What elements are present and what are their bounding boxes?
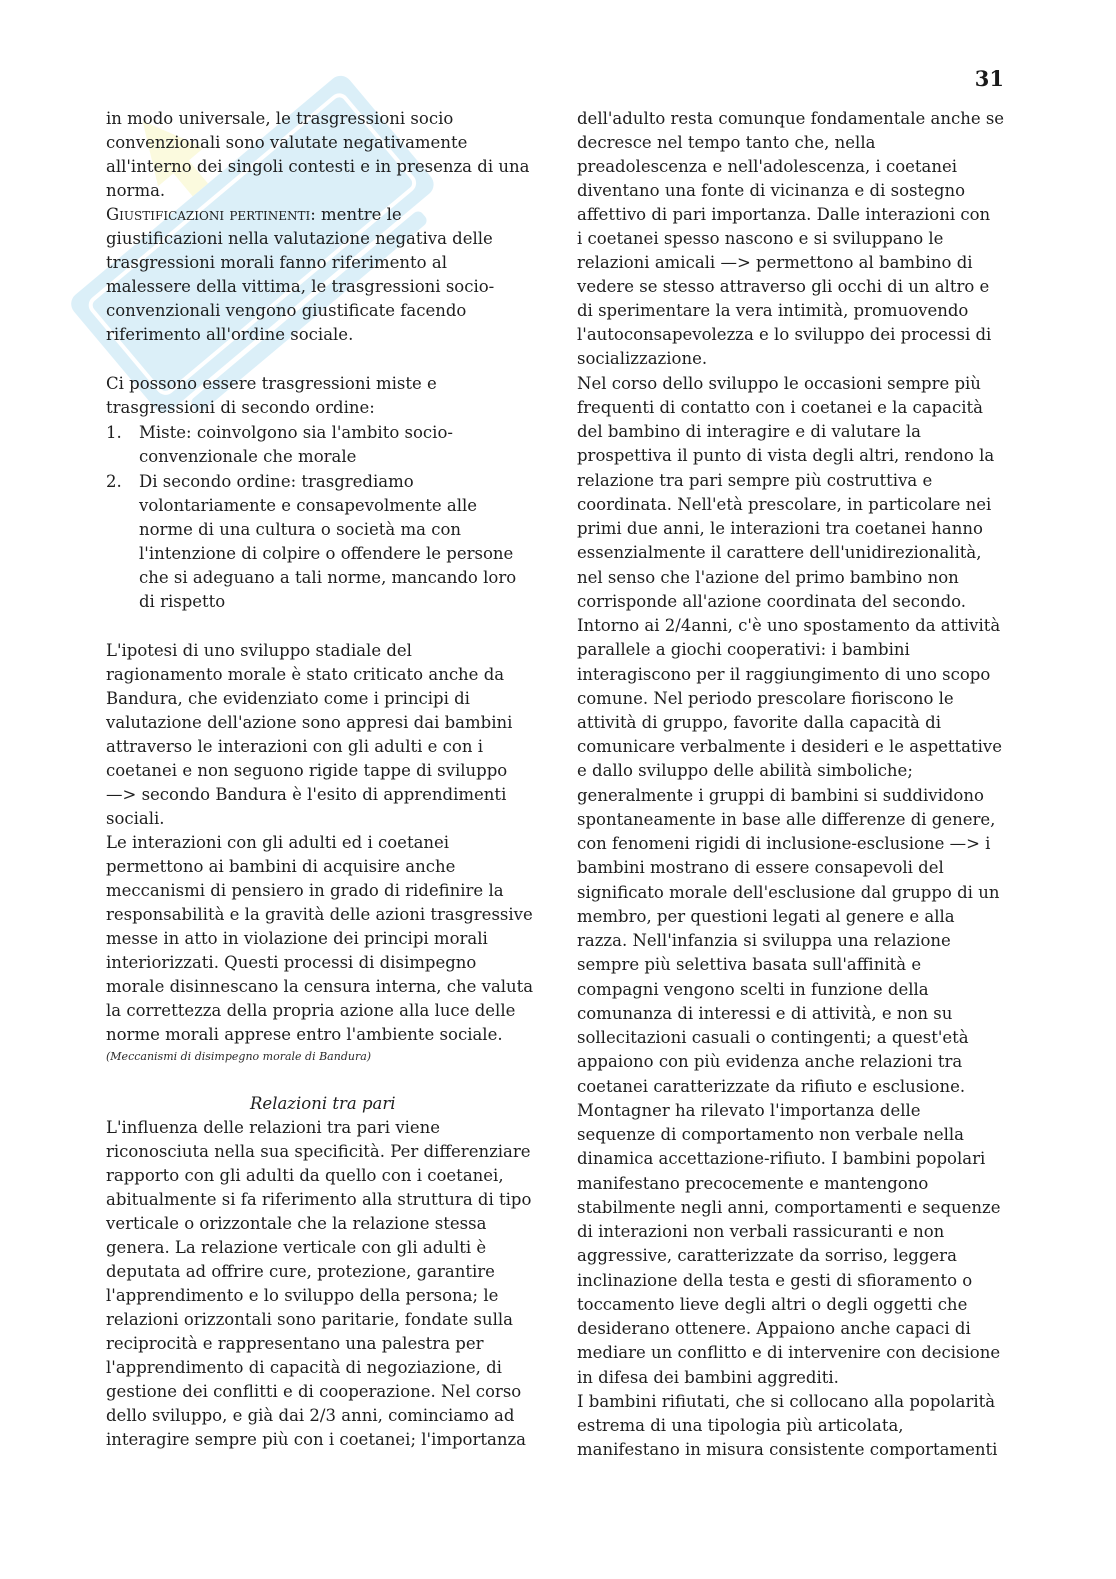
text-line: vedere se stesso attraverso gli occhi di un altro e: [577, 277, 990, 296]
text-line: nel senso che l'azione del primo bambino non: [577, 568, 959, 587]
text-line: l'apprendimento e lo sviluppo della persona; le: [106, 1286, 499, 1305]
text-line: Le interazioni con gli adulti ed i coetanei: [106, 833, 450, 852]
text-line: di interazioni non verbali rassicuranti e non: [577, 1222, 945, 1241]
text-line: l'autoconsapevolezza e lo sviluppo dei processi di: [577, 325, 992, 344]
text-line: sequenze di comportamento non verbale nella: [577, 1125, 964, 1144]
list-item-line: Miste: coinvolgono sia l'ambito socio-: [139, 423, 453, 442]
text-line: interagire sempre più con i coetanei; l'importanza: [106, 1430, 527, 1449]
text-line: bambini mostrano di essere consapevoli del: [577, 858, 944, 877]
text-line: attraverso le interazioni con gli adulti e con i: [106, 737, 484, 756]
text-line: relazione tra pari sempre più costruttiva e: [577, 471, 933, 490]
text-line: reciprocità e rappresentano una palestra per: [106, 1334, 484, 1353]
text-line: con fenomeni rigidi di inclusione-esclusione —> i: [577, 834, 991, 853]
list-number: 2.: [106, 472, 122, 491]
list-item-line: Di secondo ordine: trasgrediamo: [139, 472, 414, 491]
text-line: L'ipotesi di uno sviluppo stadiale del: [106, 641, 412, 660]
text-line: norma.: [106, 181, 166, 200]
text-line: decresce nel tempo tanto che, nella: [577, 133, 876, 152]
giustificazioni-line: [106, 203, 402, 227]
text-line: giustificazioni nella valutazione negativa delle: [106, 229, 493, 248]
text-line: responsabilità e la gravità delle azioni trasgressive: [106, 905, 533, 924]
text-line: manifestano precocemente e mantengono: [577, 1174, 929, 1193]
text-line: trasgressioni morali fanno riferimento al: [106, 253, 447, 272]
list-item-line: volontariamente e consapevolmente alle: [139, 496, 478, 515]
text-line: riconosciuta nella sua specificità. Per differenziare: [106, 1142, 531, 1161]
text-line: del bambino di interagire e di valutare la: [577, 422, 922, 441]
text-line: relazioni amicali —> permettono al bambino di: [577, 253, 973, 272]
text-line: affettivo di pari importanza. Dalle interazioni con: [577, 205, 991, 224]
text-line: norme morali apprese entro l'ambiente sociale.: [106, 1025, 503, 1044]
text-line: sollecitazioni casuali o contingenti; a quest'età: [577, 1028, 969, 1047]
list-number: 1.: [106, 423, 122, 442]
text-line: estrema di una tipologia più articolata,: [577, 1416, 904, 1435]
text-line: primi due anni, le interazioni tra coetanei hanno: [577, 519, 983, 538]
text-line: dello sviluppo, e già dai 2/3 anni, cominciamo ad: [106, 1406, 515, 1425]
text-line: meccanismi di pensiero in grado di ridefinire la: [106, 881, 504, 900]
text-line: essenzialmente il carattere dell'unidirezionalità,: [577, 543, 982, 562]
text-line: frequenti di contatto con i coetanei e la capacità: [577, 398, 984, 417]
text-line: messe in atto in violazione dei principi morali: [106, 929, 488, 948]
text-line: coetanei caratterizzate da rifiuto e esclusione.: [577, 1077, 966, 1096]
text-line: compagni vengono scelti in funzione della: [577, 980, 929, 999]
text-line: verticale o orizzontale che la relazione stessa: [106, 1214, 487, 1233]
text-line: significato morale dell'esclusione dal gruppo di un: [577, 883, 1000, 902]
text-line: Bandura, che evidenziato come i principi di: [106, 689, 470, 708]
text-line: Intorno ai 2/4anni, c'è uno spostamento da attività: [577, 616, 1001, 635]
text-line: —> secondo Bandura è l'esito di apprendimenti: [106, 785, 507, 804]
text-line: diventano una fonte di vicinanza e di sostegno: [577, 181, 966, 200]
text-line: Ci possono essere trasgressioni miste e: [106, 374, 437, 393]
text-line: mediare un conflitto e di intervenire con decisione: [577, 1343, 1001, 1362]
text-line: sociali.: [106, 809, 165, 828]
text-line: l'apprendimento di capacità di negoziazione, di: [106, 1358, 502, 1377]
text-line: relazioni orizzontali sono paritarie, fondate sulla: [106, 1310, 513, 1329]
text-line: corrisponde all'azione coordinata del secondo.: [577, 592, 967, 611]
text-line: ragionamento morale è stato criticato anche da: [106, 665, 505, 684]
text-line: desiderano ottenere. Appaiono anche capaci di: [577, 1319, 971, 1338]
text-line: dinamica accettazione-rifiuto. I bambini popolari: [577, 1149, 986, 1168]
text-line: comunanza di interessi e di attività, e non su: [577, 1004, 953, 1023]
text-line: interagiscono per il raggiungimento di uno scopo: [577, 665, 991, 684]
text-line: razza. Nell'infanzia si sviluppa una relazione: [577, 931, 951, 950]
text-line: riferimento all'ordine sociale.: [106, 325, 354, 344]
text-line: manifestano in misura consistente comportamenti: [577, 1440, 998, 1459]
text-line: generalmente i gruppi di bambini si suddividono: [577, 786, 984, 805]
text-line: interiorizzati. Questi processi di disimpegno: [106, 953, 477, 972]
text-line: preadolescenza e nell'adolescenza, i coetanei: [577, 157, 958, 176]
text-line: appaiono con più evidenza anche relazioni tra: [577, 1052, 963, 1071]
text-line: malessere della vittima, le trasgressioni socio-: [106, 277, 495, 296]
text-line: toccamento lieve degli altri o degli oggetti che: [577, 1295, 968, 1314]
giustificazioni-label: Giustificazioni pertinenti: [106, 205, 311, 224]
text-line: comune. Nel periodo prescolare fioriscono le: [577, 689, 954, 708]
text-line: in difesa dei bambini aggrediti.: [577, 1368, 839, 1387]
text-line: trasgressioni di secondo ordine:: [106, 398, 375, 417]
text-line: spontaneamente in base alle differenze di genere,: [577, 810, 996, 829]
text-line: parallele a giochi cooperativi: i bambini: [577, 640, 910, 659]
text-line: aggressive, caratterizzate da sorriso, leggera: [577, 1246, 957, 1265]
text-line: attività di gruppo, favorite dalla capacità di: [577, 713, 941, 732]
section-heading: Relazioni tra pari: [250, 1094, 396, 1113]
text-line: la correttezza della propria azione alla luce delle: [106, 1001, 516, 1020]
text-line: socializzazione.: [577, 349, 708, 368]
text-line: rapporto con gli adulti da quello con i coetanei,: [106, 1166, 504, 1185]
page-number: 31: [974, 66, 1004, 91]
text-line: sempre più selettiva basata sull'affinità e: [577, 955, 922, 974]
text-line: convenzionali vengono giustificate facendo: [106, 301, 467, 320]
text-line: i coetanei spesso nascono e si sviluppano le: [577, 229, 944, 248]
list-item-line: che si adeguano a tali norme, mancando loro: [139, 568, 517, 587]
text-line: abitualmente si fa riferimento alla struttura di tipo: [106, 1190, 532, 1209]
text-line: all'interno dei singoli contesti e in presenza di una: [106, 157, 530, 176]
text-line: convenzionali sono valutate negativamente: [106, 133, 468, 152]
text-line: prospettiva il punto di vista degli altri, rendono la: [577, 446, 995, 465]
text-span: : mentre le: [310, 205, 402, 224]
text-line: valutazione dell'azione sono appresi dai bambini: [106, 713, 513, 732]
text-line: stabilmente negli anni, comportamenti e sequenze: [577, 1198, 1001, 1217]
text-line: gestione dei conflitti e di cooperazione. Nel corso: [106, 1382, 522, 1401]
text-line: genera. La relazione verticale con gli adulti è: [106, 1238, 487, 1257]
text-line: e dallo sviluppo delle abilità simboliche;: [577, 761, 913, 780]
text-line: inclinazione della testa e gesti di sfioramento o: [577, 1271, 973, 1290]
list-item-line: norme di una cultura o società ma con: [139, 520, 461, 539]
text-line: Nel corso dello sviluppo le occasioni sempre più: [577, 374, 981, 393]
list-item-line: convenzionale che morale: [139, 447, 357, 466]
text-line: membro, per questioni legati al genere e alla: [577, 907, 955, 926]
text-line: coordinata. Nell'età prescolare, in particolare nei: [577, 495, 992, 514]
text-line: in modo universale, le trasgressioni socio: [106, 109, 454, 128]
text-line: comunicare verbalmente i desideri e le aspettative: [577, 737, 1003, 756]
text-line: Montagner ha rilevato l'importanza delle: [577, 1101, 921, 1120]
text-line: di sperimentare la vera intimità, promuovendo: [577, 301, 969, 320]
text-line: morale disinnescano la censura interna, che valuta: [106, 977, 534, 996]
caption: (Meccanismi di disimpegno morale di Bandura): [106, 1050, 372, 1063]
text-line: deputata ad offrire cure, protezione, garantire: [106, 1262, 495, 1281]
text-line: permettono ai bambini di acquisire anche: [106, 857, 456, 876]
text-line: coetanei e non seguono rigide tappe di sviluppo: [106, 761, 508, 780]
text-line: L'influenza delle relazioni tra pari viene: [106, 1118, 441, 1137]
list-item-line: di rispetto: [139, 592, 226, 611]
list-item-line: l'intenzione di colpire o offendere le persone: [139, 544, 514, 563]
text-line: I bambini rifiutati, che si collocano alla popolarità: [577, 1392, 996, 1411]
text-line: dell'adulto resta comunque fondamentale anche se: [577, 109, 1005, 128]
